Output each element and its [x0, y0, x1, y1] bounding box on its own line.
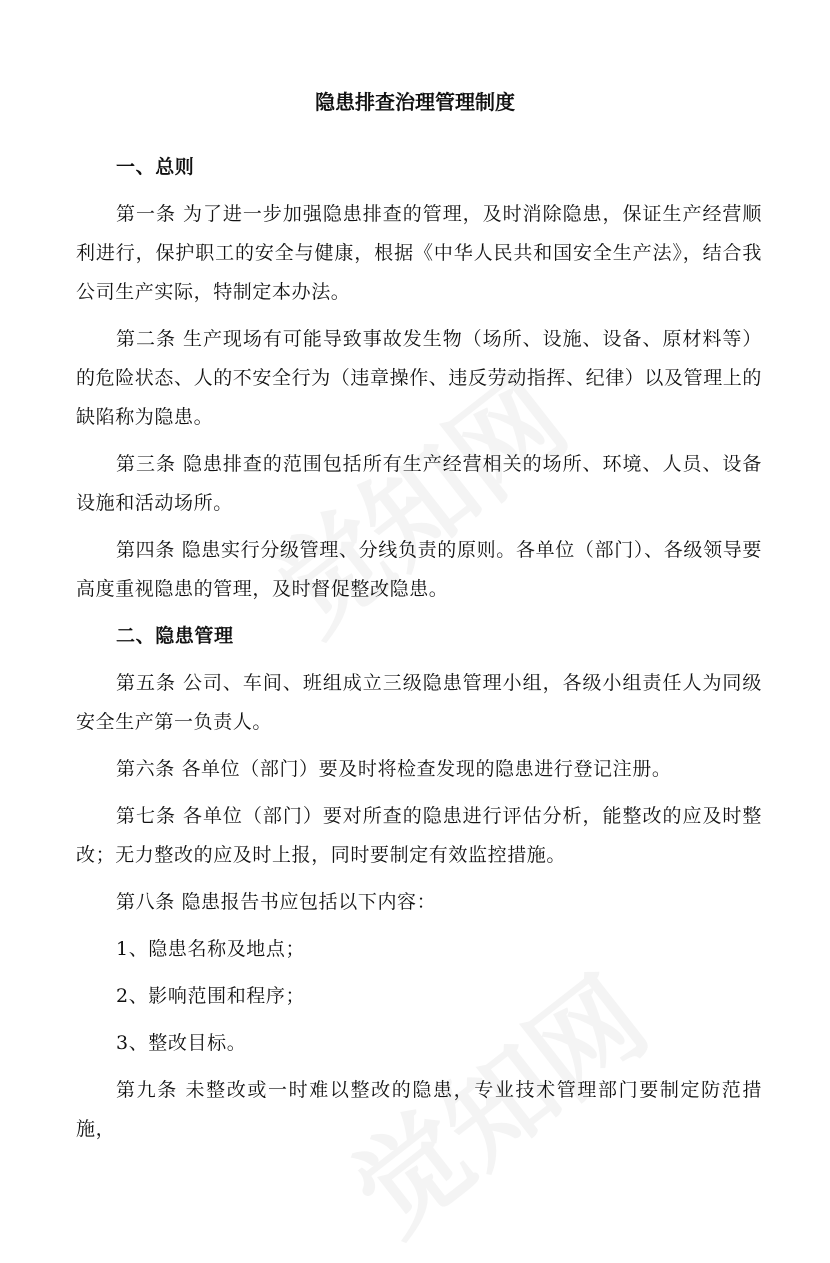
list-item: 1、隐患名称及地点； [116, 938, 306, 960]
section-heading: 一、总则 [116, 156, 195, 178]
list-item: 3、整改目标。 [116, 1032, 247, 1054]
paragraph: 第八条 隐患报告书应包括以下内容： [116, 891, 437, 913]
document-body [76, 148, 762, 1149]
paragraph: 第一条 为了进一步加强隐患排查的管理，及时消除隐患，保证生产经营顺利进行，保护职工的安全与健康，根据《中华人民共和国安全生产法》，结合我公司生产实际，特制定本办法。 [76, 203, 762, 303]
paragraph: 第二条 生产现场有可能导致事故发生物（场所、设施、设备、原材料等）的危险状态、人的不安全行为（违章操作、违反劳动指挥、纪律）以及管理上的缺陷称为隐患。 [76, 328, 763, 428]
section-heading: 二、隐患管理 [116, 625, 234, 647]
paragraph: 第三条 隐患排查的范围包括所有生产经营相关的场所、环境、人员、设备设施和活动场所。 [76, 453, 762, 514]
paragraph: 第九条 未整改或一时难以整改的隐患，专业技术管理部门要制定防范措施， [76, 1079, 762, 1140]
list-item: 2、影响范围和程序； [116, 985, 306, 1007]
document-title: 隐患排查治理管理制度 [315, 90, 515, 114]
paragraph: 第七条 各单位（部门）要对所查的隐患进行评估分析，能整改的应及时整改；无力整改的应及时上报，同时要制定有效监控措施。 [76, 805, 762, 866]
paragraph: 第四条 隐患实行分级管理、分线负责的原则。各单位（部门）、各级领导要高度重视隐患的管理，及时督促整改隐患。 [76, 539, 762, 600]
paragraph: 第六条 各单位（部门）要及时将检查发现的隐患进行登记注册。 [116, 758, 672, 780]
paragraph: 第五条 公司、车间、班组成立三级隐患管理小组，各级小组责任人为同级安全生产第一负责人。 [76, 672, 762, 733]
